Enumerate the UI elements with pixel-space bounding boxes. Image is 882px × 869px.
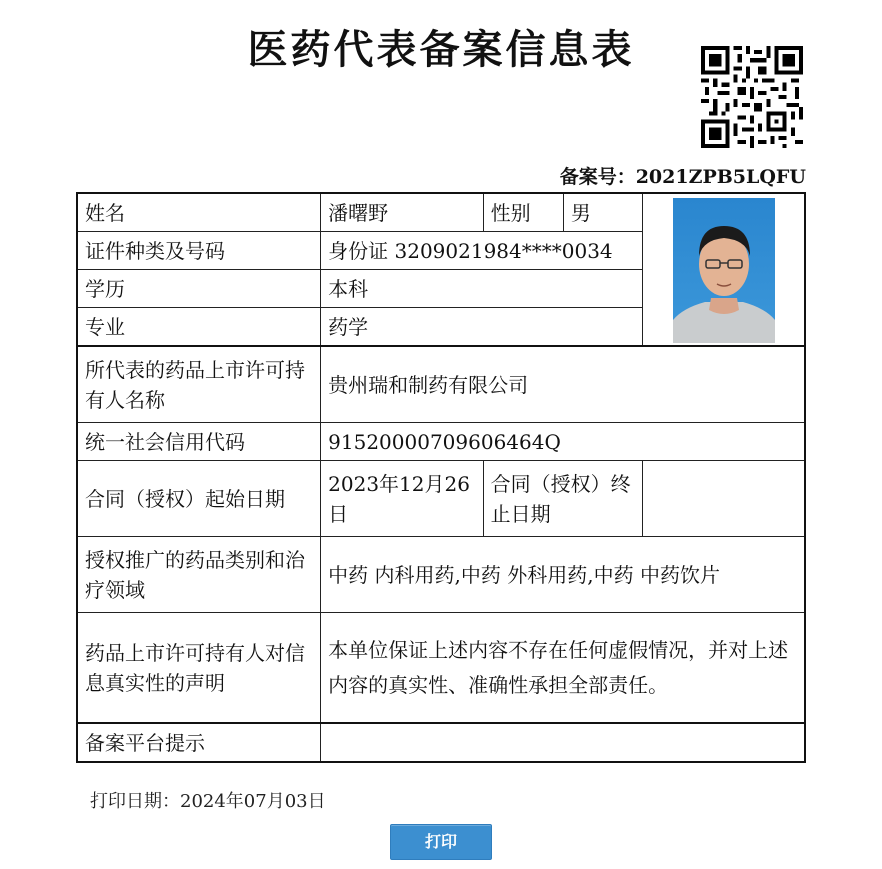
category-label: 授权推广的药品类别和治疗领域: [77, 537, 321, 613]
table-row: [77, 537, 805, 613]
record-number-value: 2021ZPB5LQFU: [635, 166, 806, 188]
platform-notice-value: [321, 723, 805, 762]
table-row: [77, 346, 805, 423]
credit-label: 统一社会信用代码: [77, 423, 321, 461]
statement-label: 药品上市许可持有人对信息真实性的声明: [77, 613, 321, 724]
end-date-label: 合同（授权）终止日期: [483, 461, 642, 537]
holder-label: 所代表的药品上市许可持有人名称: [77, 346, 321, 423]
table-row: [77, 423, 805, 461]
gender-value: 男: [563, 193, 642, 232]
table-row: [77, 193, 805, 232]
start-date-label: 合同（授权）起始日期: [77, 461, 321, 537]
gender-label: 性别: [483, 193, 563, 232]
qr-code-icon: [701, 46, 803, 148]
major-label: 专业: [77, 308, 321, 347]
table-row: [77, 613, 805, 724]
holder-value: 贵州瑞和制药有限公司: [321, 346, 805, 423]
platform-notice-label: 备案平台提示: [77, 723, 321, 762]
category-value: 中药 内科用药,中药 外科用药,中药 中药饮片: [321, 537, 805, 613]
education-value: 本科: [321, 270, 643, 308]
id-value: 身份证 3209021984****0034: [321, 232, 643, 270]
info-table: [76, 192, 806, 763]
table-row: [77, 461, 805, 537]
page-title: 医药代表备案信息表: [247, 26, 635, 73]
name-label: 姓名: [77, 193, 321, 232]
name-value: 潘曙野: [321, 193, 483, 232]
photo-cell: [643, 193, 805, 346]
id-photo: [673, 198, 775, 343]
major-value: 药学: [321, 308, 643, 347]
record-number-label: 备案号：: [559, 166, 636, 188]
credit-value: 91520000709606464Q: [321, 423, 805, 461]
end-date-value: [643, 461, 805, 537]
start-date-value: 2023年12月26日: [321, 461, 483, 537]
table-row: [77, 723, 805, 762]
id-label: 证件种类及号码: [77, 232, 321, 270]
print-button[interactable]: 打印: [390, 824, 492, 860]
education-label: 学历: [77, 270, 321, 308]
print-date-value: 2024年07月03日: [180, 791, 326, 812]
print-date: [90, 787, 326, 813]
print-date-label: 打印日期：: [90, 791, 180, 812]
record-number: [560, 162, 806, 189]
statement-value: 本单位保证上述内容不存在任何虚假情况，并对上述内容的真实性、准确性承担全部责任。: [321, 613, 805, 724]
